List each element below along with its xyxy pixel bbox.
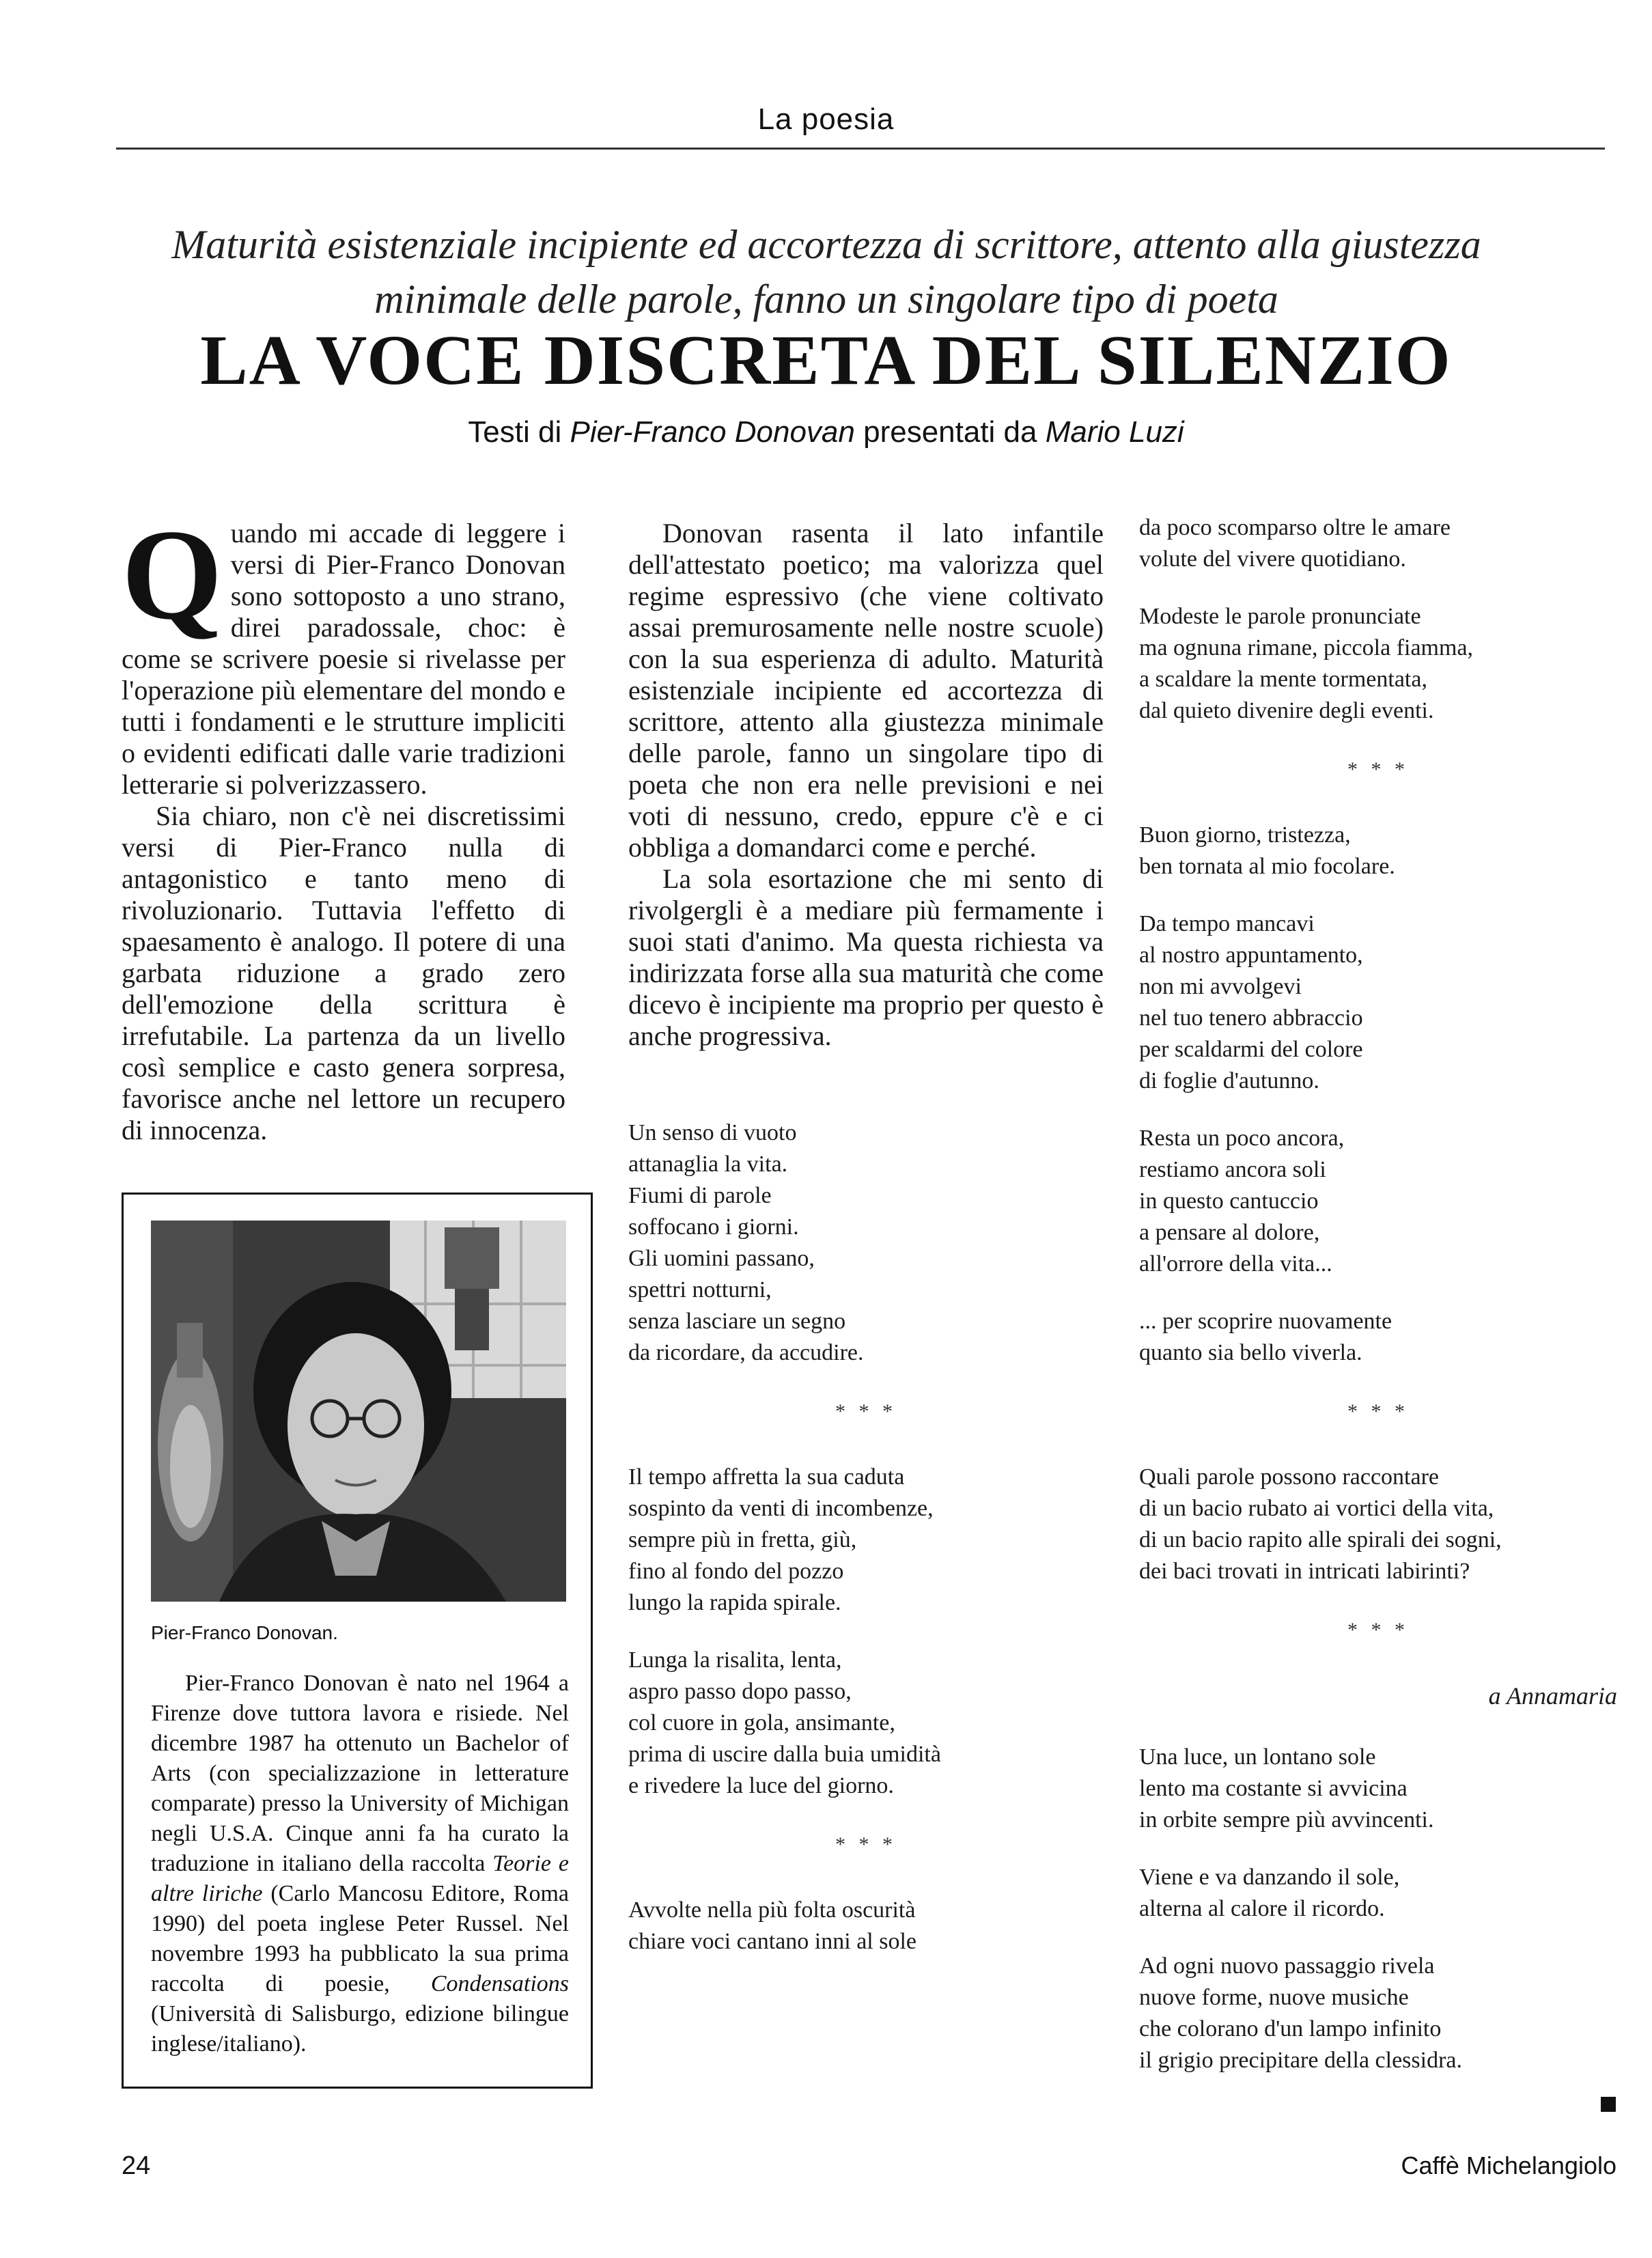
poem-line: col cuore in gola, ansimante, [628,1710,895,1736]
poem-line: nel tuo tenero abbraccio [1139,1005,1363,1031]
photo-caption: Pier-Franco Donovan. [151,1622,338,1643]
poem-line: dal quieto divenire degli eventi. [1139,698,1434,723]
poem-line: Viene e va danzando il sole, [1139,1865,1400,1890]
poem-line: sospinto da venti di incombenze, [628,1496,934,1521]
poem-line: nuove forme, nuove musiche [1139,1985,1409,2010]
poem-line: e rivedere la luce del giorno. [628,1773,894,1798]
poem-line: prima di uscire dalla buia umidità [628,1742,941,1767]
poem-stanza [1139,1306,1617,1369]
poem-line: lungo la rapida spirale. [628,1590,841,1615]
poem-line: Ad ogni nuovo passaggio rivela [1139,1953,1435,1979]
magazine-name: Caffè Michelangiolo [1401,2151,1616,2179]
poem-stanza [1139,908,1617,1097]
paragraph-2: Sia chiaro, non c'è nei discretissimi versi di Pier-Franco nulla di antagonistico e tanto meno di rivoluzionario. Tuttavia l'effetto di spaesamento è analogo. Il potere di una garbata riduzione a grado zero dell'emozione della scrittura è irrefutabile. La partenza da un livello così semplice e casto genera sorpresa, favorisce anche nel lettore un recupero di innocenza. [122,800,565,1145]
bio-text-1: Pier-Franco Donovan è nato nel 1964 a Firenze dove tuttora lavora e risiede. Nel dicembre 1987 ha ottenuto un Bachelor of Arts (con specializzazione in letterature comparate) presso la University of Michigan negli U.S.A. Cinque anni fa ha curato la traduzione in italiano della raccolta [151,1671,569,1876]
author-bio [151,1669,569,2059]
bio-book-2: Condensations [430,1971,569,1996]
poem-line: non mi avvolgevi [1139,974,1302,999]
poem-line: aspro passo dopo passo, [628,1679,852,1704]
poem-stanza [628,1645,1104,1802]
poem-line: di foglie d'autunno. [1139,1068,1319,1093]
poem-stanza [1139,1862,1617,1925]
poem-stanza [1139,1123,1617,1280]
poem-line: Un senso di vuoto [628,1120,797,1145]
poem-line: Lunga la risalita, lenta, [628,1647,842,1673]
poem-stanza [628,1462,1104,1619]
article-headline: LA VOCE DISCRETA DEL SILENZIO [200,321,1452,400]
poem-line: Resta un poco ancora, [1139,1126,1345,1151]
poem-line: Modeste le parole pronunciate [1139,604,1421,629]
page-number: 24 [122,2151,151,2180]
poem-stanza [1139,601,1617,727]
section-separator: * * * [1347,1619,1409,1641]
poem-line: lento ma costante si avvicina [1139,1776,1408,1801]
header-rule [116,148,1605,150]
author-photo-box [122,1193,593,2089]
column-3 [1139,512,1617,2076]
bio-book-1: Teorie e altre liriche [151,1851,569,1906]
poem-line: di un bacio rubato ai vortici della vita, [1139,1496,1494,1521]
column-2 [628,518,1104,1957]
paragraph-3: Donovan rasenta il lato infantile dell'attestato poetico; ma valorizza quel regime espressivo (che viene coltivato assai premurosamente nelle nostre scuole) con la sua esperienza di adulto. Maturità esistenziale incipiente ed accortezza di scrittore, attento alla giustezza minimale delle parole, fanno un singolare tipo di poeta che non era nelle previsioni e nei voti di nessuno, credo, eppure c'è e ci obbliga a domandarci come e perché. [628,518,1104,863]
poem-line: Quali parole possono raccontare [1139,1464,1439,1490]
poem-line: Il tempo affretta la sua caduta [628,1464,905,1490]
poem-line: Fiumi di parole [628,1183,772,1208]
poem-line: fino al fondo del pozzo [628,1559,844,1584]
bio-text-3: (Università di Salisburgo, edizione bilingue inglese/italiano). [151,2001,569,2057]
article-byline [0,415,1652,449]
poem-stanza [628,1117,1104,1369]
poem-stanza [1139,1951,1617,2076]
poem-line: ma ognuna rimane, piccola fiamma, [1139,635,1474,660]
section-separator: * * * [1347,1400,1409,1423]
poem-line: in orbite sempre più avvincenti. [1139,1807,1434,1832]
section-separator: * * * [835,1400,897,1423]
poem-line: soffocano i giorni. [628,1214,799,1240]
poem-line: a scaldare la mente tormentata, [1139,667,1427,692]
poem-line: spettri notturni, [628,1277,772,1302]
poem-line: attanaglia la vita. [628,1152,788,1177]
poem-line: Avvolte nella più folta oscurità [628,1897,916,1923]
poem-line: restiamo ancora soli [1139,1157,1326,1182]
poem-line: volute del vivere quotidiano. [1139,546,1406,572]
poem-line: sempre più in fretta, giù, [628,1527,857,1552]
poem-line: a pensare al dolore, [1139,1220,1320,1245]
byline-presenter: Mario Luzi [1045,415,1184,449]
poem-line: senza lasciare un segno [628,1309,846,1334]
poem-line: da poco scomparso oltre le amare [1139,515,1451,540]
column-1 [122,503,565,1146]
article-subtitle: Maturità esistenziale incipiente ed accortezza di scrittore, attento alla giustezza minimale delle parole, fanno un singolare tipo di poeta [171,222,1481,322]
poem-line: in questo cantuccio [1139,1188,1319,1214]
poem-line: chiare voci cantano inni al sole [628,1929,916,1954]
poem-line: all'orrore della vita... [1139,1251,1332,1277]
poem-line: di un bacio rapito alle spirali dei sogni, [1139,1527,1502,1552]
drop-cap: Q [122,503,223,647]
section-separator: * * * [835,1833,897,1856]
poem-line: ... per scoprire nuovamente [1139,1309,1392,1334]
paragraph-4: La sola esortazione che mi sento di rivolgergli è a mediare più fermamente i suoi stati d'animo. Ma questa richiesta va indirizzata forse alla sua maturità che come dicevo è incipiente ma proprio per questo è anche progressiva. [628,863,1104,1051]
poem-line: ben tornata al mio focolare. [1139,854,1395,879]
poem-line: che colorano d'un lampo infinito [1139,2016,1442,2041]
poem-line: da ricordare, da accudire. [628,1340,864,1365]
end-of-article-mark [1601,2097,1616,2112]
poem-line: dei baci trovati in intricati labirinti? [1139,1559,1470,1584]
poem-line: al nostro appuntamento, [1139,943,1363,968]
author-photo [151,1221,566,1602]
poem-line: Da tempo mancavi [1139,911,1315,936]
author-portrait-image [151,1221,566,1602]
byline-prefix: Testi di [468,415,570,449]
section-separator: * * * [1347,758,1409,781]
poem-line: il grigio precipitare della clessidra. [1139,2048,1462,2073]
poem-stanza [1139,1462,1617,1587]
poem-line: Una luce, un lontano sole [1139,1744,1376,1770]
poem-stanza [1139,512,1617,575]
bio-text-2: (Carlo Mancosu Editore, Roma 1990) del poeta inglese Peter Russel. Nel novembre 1993 ha pubblicato la sua prima raccolta di poesie, [151,1881,569,1996]
poem-line: Gli uomini passano, [628,1246,815,1271]
poem-stanza [1139,820,1617,882]
paragraph-1 [122,503,565,800]
poem-dedication: a Annamaria [1488,1682,1617,1710]
poem-stanza [628,1895,1104,1957]
poem-line: Buon giorno, tristezza, [1139,822,1351,848]
byline-middle: presentati da [854,415,1046,449]
paragraph-1-text: uando mi accade di leggere i versi di Pier-Franco Donovan sono sottoposto a uno strano, direi paradossale, choc: è come se scrivere poesie si rivelasse per l'operazione più elementare del mondo e tutti i fondamenti e le strutture impliciti o evidenti edificati dalle varie tradizioni letterarie si polverizzassero. [122,518,565,800]
poem-line: quanto sia bello viverla. [1139,1340,1362,1365]
poem-line: per scaldarmi del colore [1139,1037,1363,1062]
poem-stanza [1139,1742,1617,1836]
poem-line: alterna al calore il ricordo. [1139,1896,1385,1921]
byline-author: Pier-Franco Donovan [570,415,855,449]
section-label: La poesia [757,102,895,136]
